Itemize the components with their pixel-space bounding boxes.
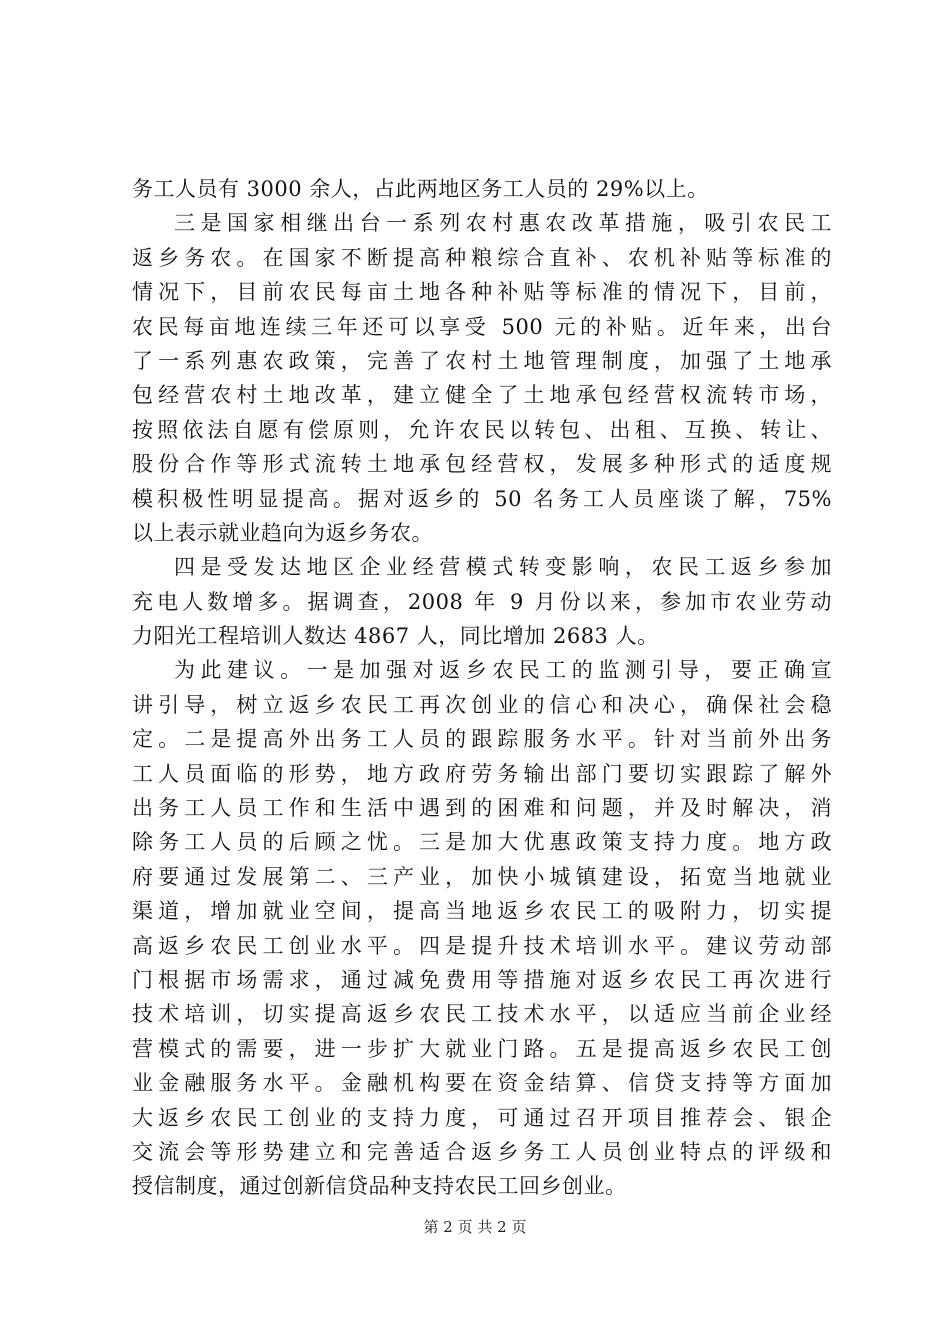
text-line: 讲引导，树立返乡农民工再次创业的信心和决心，确保社会稳: [132, 692, 832, 717]
text-line: 农民每亩地连续三年还可以享受 500 元的补贴。近年来，出台: [132, 314, 832, 339]
text-line: 以上表示就业趋向为返乡务农。: [132, 520, 433, 545]
text-line: 出务工人员工作和生活中遇到的困难和问题，并及时解决，消: [132, 796, 832, 821]
text-line: 高返乡农民工创业水平。四是提升技术培训水平。建议劳动部: [132, 933, 832, 958]
text-line: 包经营农村土地改革，建立健全了土地承包经营权流转市场，: [132, 383, 832, 408]
text-line: 股份合作等形式流转土地承包经营权，发展多种形式的适度规: [132, 452, 832, 477]
text-line: 力阳光工程培训人数达 4867 人，同比增加 2683 人。: [132, 624, 659, 649]
text-line: 了一系列惠农政策，完善了农村土地管理制度，加强了土地承: [132, 348, 832, 373]
page-number-footer: 第 2 页 共 2 页: [423, 1218, 527, 1236]
text-line: 返乡务农。在国家不断提高种粮综合直补、农机补贴等标准的: [132, 245, 832, 270]
text-line: 模积极性明显提高。据对返乡的 50 名务工人员座谈了解，75%: [132, 486, 832, 511]
text-line: 营模式的需要，进一步扩大就业门路。五是提高返乡农民工创: [132, 1036, 832, 1061]
text-line: 技术培训，切实提高返乡农民工技术水平，以适应当前企业经: [132, 1002, 832, 1027]
text-line: 除务工人员的后顾之忧。三是加大优惠政策支持力度。地方政: [132, 830, 832, 855]
text-line: 按照依法自愿有偿原则，允许农民以转包、出租、互换、转让、: [132, 417, 832, 442]
text-line: 门根据市场需求，通过减免费用等措施对返乡农民工再次进行: [132, 967, 832, 992]
text-line: 授信制度，通过创新信贷品种支持农民工回乡创业。: [132, 1174, 627, 1199]
text-line: 业金融服务水平。金融机构要在资金结算、信贷支持等方面加: [132, 1071, 832, 1096]
paragraph-start-line: 四是受发达地区企业经营模式转变影响，农民工返乡参加: [174, 555, 832, 580]
text-line: 府要通过发展第二、三产业，加快小城镇建设，拓宽当地就业: [132, 864, 832, 889]
paragraph-start-line: 为此建议。一是加强对返乡农民工的监测引导，要正确宣: [174, 658, 832, 683]
text-line: 定。二是提高外出务工人员的跟踪服务水平。针对当前外出务: [132, 727, 832, 752]
text-line: 工人员面临的形势，地方政府劳务输出部门要切实跟踪了解外: [132, 761, 832, 786]
text-line: 交流会等形势建立和完善适合返乡务工人员创业特点的评级和: [132, 1139, 832, 1164]
body-text: [132, 172, 832, 1204]
text-line: 充电人数增多。据调查，2008 年 9 月份以来，参加市农业劳动: [132, 589, 832, 614]
text-line: 渠道，增加就业空间，提高当地返乡农民工的吸附力，切实提: [132, 899, 832, 924]
text-line: 情况下，目前农民每亩土地各种补贴等标准的情况下，目前，: [132, 280, 832, 305]
paragraph-start-line: 三是国家相继出台一系列农村惠农改革措施，吸引农民工: [174, 211, 832, 236]
text-line: 大返乡农民工创业的支持力度，可通过召开项目推荐会、银企: [132, 1105, 832, 1130]
text-line: 务工人员有 3000 余人，占此两地区务工人员的 29%以上。: [132, 177, 709, 201]
